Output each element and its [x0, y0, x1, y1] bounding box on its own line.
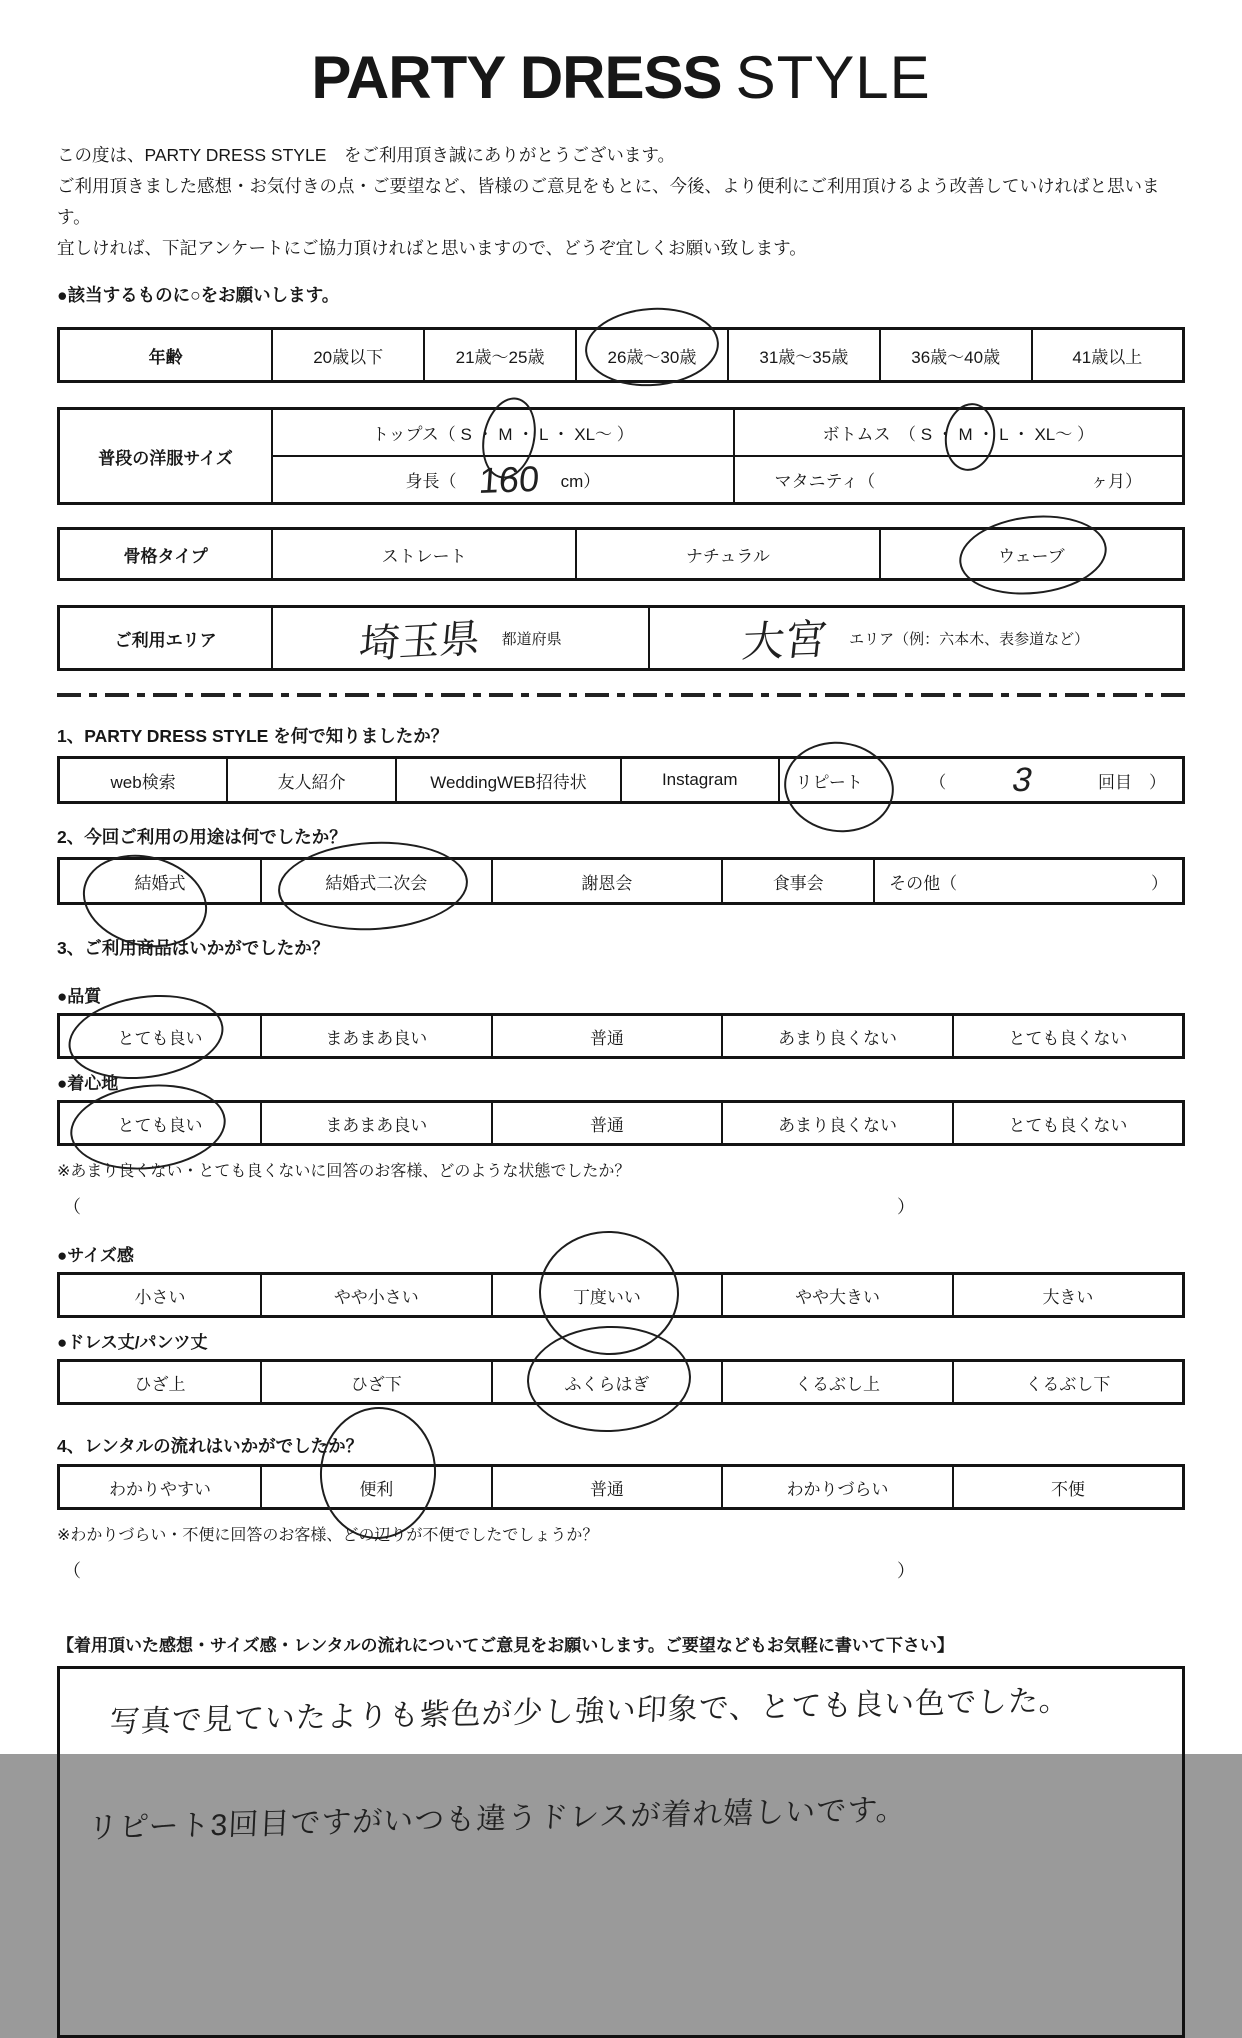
area-example-label: エリア（例：六本木、表参道など） [849, 630, 1090, 648]
bottoms-prefix: ボトムス （ S ・ [822, 425, 954, 444]
q2-option-label: 結婚式二次会 [325, 873, 428, 893]
handwritten-prefecture: 埼玉県 [357, 616, 482, 667]
age-option-selected [576, 329, 728, 382]
tops-prefix: トップス（ S ・ [371, 425, 494, 444]
q4-table [57, 1464, 1185, 1510]
length-option: くるぶし下 [953, 1361, 1184, 1404]
tops-size-m: M [498, 425, 513, 444]
comfort-option: まあまあ良い [261, 1102, 492, 1145]
bottoms-m-wrap [959, 425, 973, 445]
length-table [57, 1359, 1185, 1405]
q4-title: 4、レンタルの流れはいかがでしたか？ [57, 1436, 364, 1456]
dashed-separator [57, 693, 1185, 697]
q2-option-label: 結婚式 [134, 873, 186, 893]
height-cell [272, 456, 733, 504]
paren-open: （ [63, 1561, 81, 1581]
q4-option: わかりやすい [59, 1466, 262, 1509]
quality-option-selected [59, 1015, 262, 1058]
length-option: くるぶし上 [722, 1361, 953, 1404]
tops-size-cell [272, 409, 733, 457]
repeat-wrap [796, 768, 863, 793]
q1-table [57, 756, 1185, 804]
q2-option-selected [261, 859, 492, 904]
size-table [57, 407, 1185, 505]
area-cell [649, 607, 1183, 670]
length-option: ひざ下 [261, 1361, 492, 1404]
sizefit-row [59, 1274, 1184, 1317]
q4-answer-parens [57, 1557, 915, 1583]
handwritten-height: 160 [477, 457, 541, 501]
maternity-unit: ヶ月） [1091, 472, 1142, 491]
intro-line: この度は、PARTY DRESS STYLE をご利用頂き誠にありがとうございます。 [57, 145, 675, 165]
size-header: 普段の洋服サイズ [59, 409, 273, 504]
comfort-label: ●着心地 [57, 1074, 119, 1093]
q4-row [59, 1466, 1184, 1509]
skeleton-row [59, 529, 1184, 580]
q1-option: Instagram [621, 758, 779, 803]
height-label: 身長（ [405, 472, 457, 491]
sizefit-label: ●サイズ感 [57, 1246, 134, 1265]
handwritten-comment-line: リピート3回目ですがいつも違うドレスが着れ嬉しいです。 [87, 1793, 908, 1846]
handwritten-comment-line: 写真で見ていたよりも紫色が少し強い印象で、とても良い色でした。 [109, 1684, 1071, 1740]
intro-paragraph [57, 140, 1185, 264]
paren-close: ） [897, 1197, 915, 1217]
age-option: 31歳～35歳 [728, 329, 880, 382]
sizefit-option: 小さい [59, 1274, 262, 1317]
area-header: ご利用エリア [59, 607, 273, 670]
q2-title: 2、今回ご利用の用途は何でしたか？ [57, 827, 347, 847]
length-label: ●ドレス丈/パンツ丈 [57, 1333, 208, 1352]
skeleton-table [57, 527, 1185, 581]
sizefit-table [57, 1272, 1185, 1318]
age-option: 36歳～40歳 [880, 329, 1032, 382]
other-label: その他（ [889, 873, 958, 893]
quality-option: あまり良くない [722, 1015, 953, 1058]
paren-close: ） [897, 1561, 915, 1581]
age-option: 21歳～25歳 [424, 329, 576, 382]
instruction-label: ●該当するものに○をお願いします。 [57, 285, 340, 305]
handwritten-repeat-count: 3 [1008, 759, 1037, 800]
skeleton-option-label: ウェーブ [998, 546, 1065, 566]
quality-row [59, 1015, 1184, 1058]
q4-note: ※わかりづらい・不便に回答のお客様、どの辺りが不便でしたでしょうか？ [57, 1527, 599, 1544]
q1-option: 友人紹介 [227, 758, 396, 803]
repeat-suffix: 回目 ） [1097, 772, 1166, 792]
q1-option: web検索 [59, 758, 228, 803]
age-option-label: 26歳～30歳 [607, 347, 697, 367]
comfort-option: とても良くない [953, 1102, 1184, 1145]
maternity-label: マタニティ（ [774, 472, 876, 491]
q2-table [57, 857, 1185, 905]
age-option: 20歳以下 [272, 329, 424, 382]
bottoms-size-m: M [958, 425, 973, 444]
title-bold: PARTY DRESS [311, 44, 722, 111]
q2-option-selected [59, 859, 262, 904]
sizefit-option-selected [492, 1274, 723, 1317]
quality-option: 普通 [492, 1015, 723, 1058]
length-option: ひざ上 [59, 1361, 262, 1404]
comfort-table [57, 1100, 1185, 1146]
age-header: 年齢 [59, 329, 273, 382]
q4-option: 普通 [492, 1466, 723, 1509]
maternity-cell [734, 456, 1184, 504]
height-unit: cm） [560, 472, 601, 491]
repeat-paren-open: （ [929, 772, 947, 792]
paren-open: （ [63, 1197, 81, 1217]
age-table [57, 327, 1185, 383]
age-row [59, 329, 1184, 382]
bottoms-size-cell [734, 409, 1184, 457]
q1-row [59, 758, 1184, 803]
quality-option: とても良くない [953, 1015, 1184, 1058]
comfort-option-label: とても良い [117, 1115, 203, 1135]
q1-option-repeat [779, 758, 1184, 803]
other-close: ） [1151, 873, 1168, 893]
q2-option: 謝恩会 [492, 859, 723, 904]
q3-answer-parens [57, 1193, 915, 1219]
q3-note: ※あまり良くない・とても良くないに回答のお客様、どのような状態でしたか？ [57, 1163, 631, 1180]
handwritten-area: 大宮 [740, 615, 830, 666]
tops-m-wrap [498, 425, 512, 445]
length-option-selected [492, 1361, 723, 1404]
q1-option: WeddingWEB招待状 [396, 758, 621, 803]
q1-title: 1、PARTY DRESS STYLE を何で知りましたか？ [57, 726, 449, 746]
tops-suffix: ・ L ・ XL～ ） [517, 425, 634, 444]
age-option: 41歳以上 [1032, 329, 1184, 382]
comfort-option: 普通 [492, 1102, 723, 1145]
page-title [57, 0, 1185, 110]
q4-option-selected [261, 1466, 492, 1509]
q4-option: 不便 [953, 1466, 1184, 1509]
bottoms-suffix: ・ L ・ XL～ ） [977, 425, 1094, 444]
intro-line: 宜しければ、下記アンケートにご協力頂ければと思いますので、どうぞ宜しくお願い致します。 [57, 238, 807, 258]
comment-box [57, 1666, 1185, 2038]
quality-option-label: とても良い [117, 1028, 203, 1048]
area-table [57, 605, 1185, 671]
q2-row [59, 859, 1184, 904]
comfort-row [59, 1102, 1184, 1145]
skeleton-header: 骨格タイプ [59, 529, 273, 580]
length-option-label: ふくらはぎ [564, 1374, 650, 1394]
quality-label: ●品質 [57, 987, 102, 1006]
repeat-label: リピート [795, 772, 863, 792]
comfort-option: あまり良くない [722, 1102, 953, 1145]
title-light: STYLE [735, 44, 931, 111]
q2-option: 食事会 [722, 859, 874, 904]
intro-line: ご利用頂きました感想・お気付きの点・ご要望など、皆様のご意見をもとに、今後、より便利にご利用頂けるよう改善していければと思います。 [57, 176, 1160, 227]
comfort-option-selected [59, 1102, 262, 1145]
sizefit-option: やや大きい [722, 1274, 953, 1317]
area-row [59, 607, 1184, 670]
length-row [59, 1361, 1184, 1404]
skeleton-option: ナチュラル [576, 529, 880, 580]
prefecture-label: 都道府県 [501, 630, 562, 648]
q3-title: 3、ご利用商品はいかがでしたか？ [57, 938, 330, 958]
q4-option-label: 便利 [359, 1479, 394, 1499]
prefecture-cell [272, 607, 649, 670]
skeleton-option-selected [880, 529, 1184, 580]
sizefit-option: やや小さい [261, 1274, 492, 1317]
quality-option: まあまあ良い [261, 1015, 492, 1058]
quality-table [57, 1013, 1185, 1059]
size-row-top [59, 409, 1184, 457]
comment-label: 【着用頂いた感想・サイズ感・レンタルの流れについてご意見をお願いします。ご要望などもお気軽に書いて下さい】 [57, 1636, 954, 1655]
skeleton-option: ストレート [272, 529, 576, 580]
sizefit-option: 大きい [953, 1274, 1184, 1317]
q2-option-other [874, 859, 1183, 904]
q4-option: わかりづらい [722, 1466, 953, 1509]
sizefit-option-label: 丁度いい [572, 1287, 641, 1307]
